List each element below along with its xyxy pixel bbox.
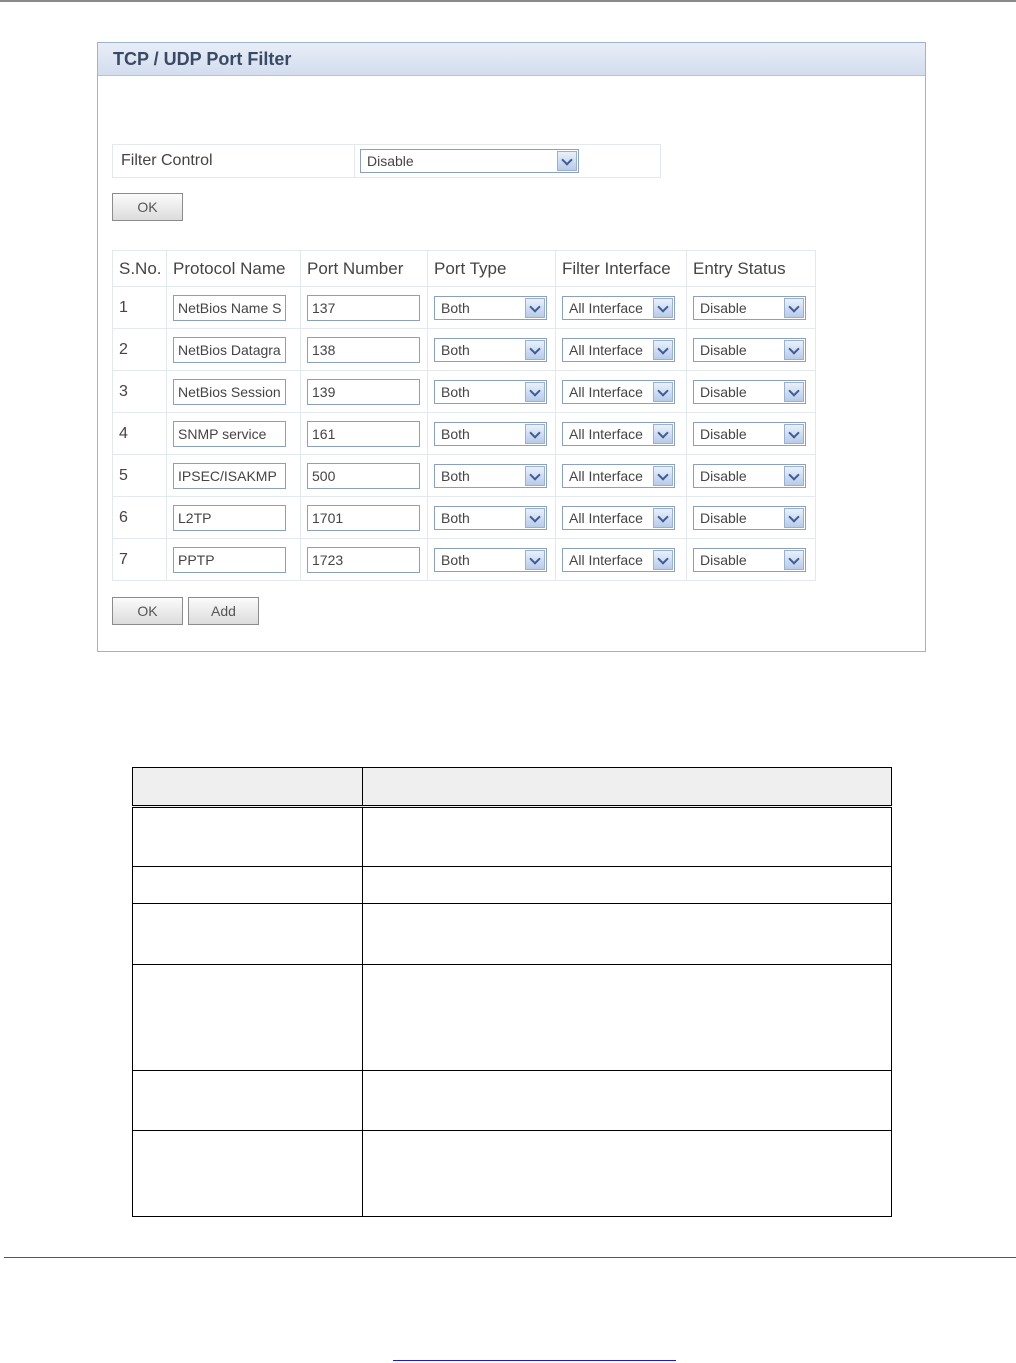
row-sno: 3 [113, 371, 167, 413]
chevron-down-icon [653, 424, 673, 444]
filter-interface-select[interactable]: All Interface [562, 380, 675, 404]
filter-control-row [112, 144, 661, 178]
table-row [113, 497, 816, 539]
table-row [113, 539, 816, 581]
port-filter-table [112, 250, 816, 581]
header-port: Port Number [301, 251, 428, 287]
protocol-name-input[interactable]: L2TP [173, 505, 286, 531]
description-table [132, 767, 892, 1217]
description-row [133, 1131, 892, 1217]
chevron-down-icon [653, 382, 673, 402]
port-number-input[interactable]: 161 [307, 421, 420, 447]
row-sno: 4 [113, 413, 167, 455]
chevron-down-icon [525, 340, 545, 360]
chevron-down-icon [784, 340, 804, 360]
filter-control-label: Filter Control [113, 145, 355, 178]
table-row [113, 371, 816, 413]
filter-interface-select[interactable]: All Interface [562, 422, 675, 446]
description-row [133, 965, 892, 1071]
chevron-down-icon [653, 340, 673, 360]
description-header-row [133, 768, 892, 807]
chevron-down-icon [525, 550, 545, 570]
port-type-select[interactable]: Both [434, 422, 547, 446]
chevron-down-icon [784, 298, 804, 318]
add-button[interactable]: Add [188, 597, 259, 625]
description-row [133, 807, 892, 867]
port-filter-panel [97, 42, 926, 652]
row-sno: 5 [113, 455, 167, 497]
header-protocol: Protocol Name [167, 251, 301, 287]
description-row [133, 1071, 892, 1131]
chevron-down-icon [784, 550, 804, 570]
chevron-down-icon [525, 508, 545, 528]
protocol-name-input[interactable]: NetBios Name S [173, 295, 286, 321]
port-type-select[interactable]: Both [434, 506, 547, 530]
header-port-type: Port Type [428, 251, 556, 287]
port-number-input[interactable]: 138 [307, 337, 420, 363]
filter-interface-select[interactable]: All Interface [562, 338, 675, 362]
header-status: Entry Status [687, 251, 816, 287]
description-row [133, 867, 892, 904]
entry-status-select[interactable]: Disable [693, 506, 806, 530]
chevron-down-icon [784, 424, 804, 444]
port-type-select[interactable]: Both [434, 464, 547, 488]
protocol-name-input[interactable]: PPTP [173, 547, 286, 573]
chevron-down-icon [653, 298, 673, 318]
row-sno: 1 [113, 287, 167, 329]
port-type-select[interactable]: Both [434, 296, 547, 320]
footer-rule [4, 1257, 1016, 1258]
chevron-down-icon [653, 466, 673, 486]
chevron-down-icon [784, 508, 804, 528]
header-interface: Filter Interface [556, 251, 687, 287]
row-sno: 6 [113, 497, 167, 539]
port-number-input[interactable]: 137 [307, 295, 420, 321]
table-row [113, 287, 816, 329]
filter-control-select[interactable]: Disable [360, 149, 579, 173]
table-row [113, 329, 816, 371]
port-type-select[interactable]: Both [434, 380, 547, 404]
chevron-down-icon [525, 424, 545, 444]
table-header-row [113, 251, 816, 287]
description-row [133, 904, 892, 965]
chevron-down-icon [784, 382, 804, 402]
port-type-select[interactable]: Both [434, 548, 547, 572]
port-number-input[interactable]: 1701 [307, 505, 420, 531]
chevron-down-icon [525, 298, 545, 318]
row-sno: 2 [113, 329, 167, 371]
header-sno: S.No. [113, 251, 167, 287]
port-number-input[interactable]: 500 [307, 463, 420, 489]
chevron-down-icon [525, 466, 545, 486]
filter-interface-select[interactable]: All Interface [562, 548, 675, 572]
port-type-select[interactable]: Both [434, 338, 547, 362]
protocol-name-input[interactable]: NetBios Datagra [173, 337, 286, 363]
chevron-down-icon [525, 382, 545, 402]
filter-interface-select[interactable]: All Interface [562, 296, 675, 320]
top-rule [0, 0, 1016, 2]
table-ok-button[interactable]: OK [112, 597, 183, 625]
panel-title: TCP / UDP Port Filter [98, 43, 925, 76]
filter-ok-button[interactable]: OK [112, 193, 183, 221]
protocol-name-input[interactable]: SNMP service [173, 421, 286, 447]
row-sno: 7 [113, 539, 167, 581]
port-number-input[interactable]: 1723 [307, 547, 420, 573]
entry-status-select[interactable]: Disable [693, 548, 806, 572]
chevron-down-icon [653, 550, 673, 570]
chevron-down-icon [784, 466, 804, 486]
protocol-name-input[interactable]: NetBios Session [173, 379, 286, 405]
protocol-name-input[interactable]: IPSEC/ISAKMP [173, 463, 286, 489]
chevron-down-icon [557, 151, 577, 171]
table-row [113, 455, 816, 497]
port-number-input[interactable]: 139 [307, 379, 420, 405]
table-row [113, 413, 816, 455]
entry-status-select[interactable]: Disable [693, 422, 806, 446]
entry-status-select[interactable]: Disable [693, 380, 806, 404]
footer-link-underline[interactable] [393, 1360, 676, 1361]
entry-status-select[interactable]: Disable [693, 296, 806, 320]
entry-status-select[interactable]: Disable [693, 338, 806, 362]
filter-interface-select[interactable]: All Interface [562, 464, 675, 488]
chevron-down-icon [653, 508, 673, 528]
filter-interface-select[interactable]: All Interface [562, 506, 675, 530]
entry-status-select[interactable]: Disable [693, 464, 806, 488]
